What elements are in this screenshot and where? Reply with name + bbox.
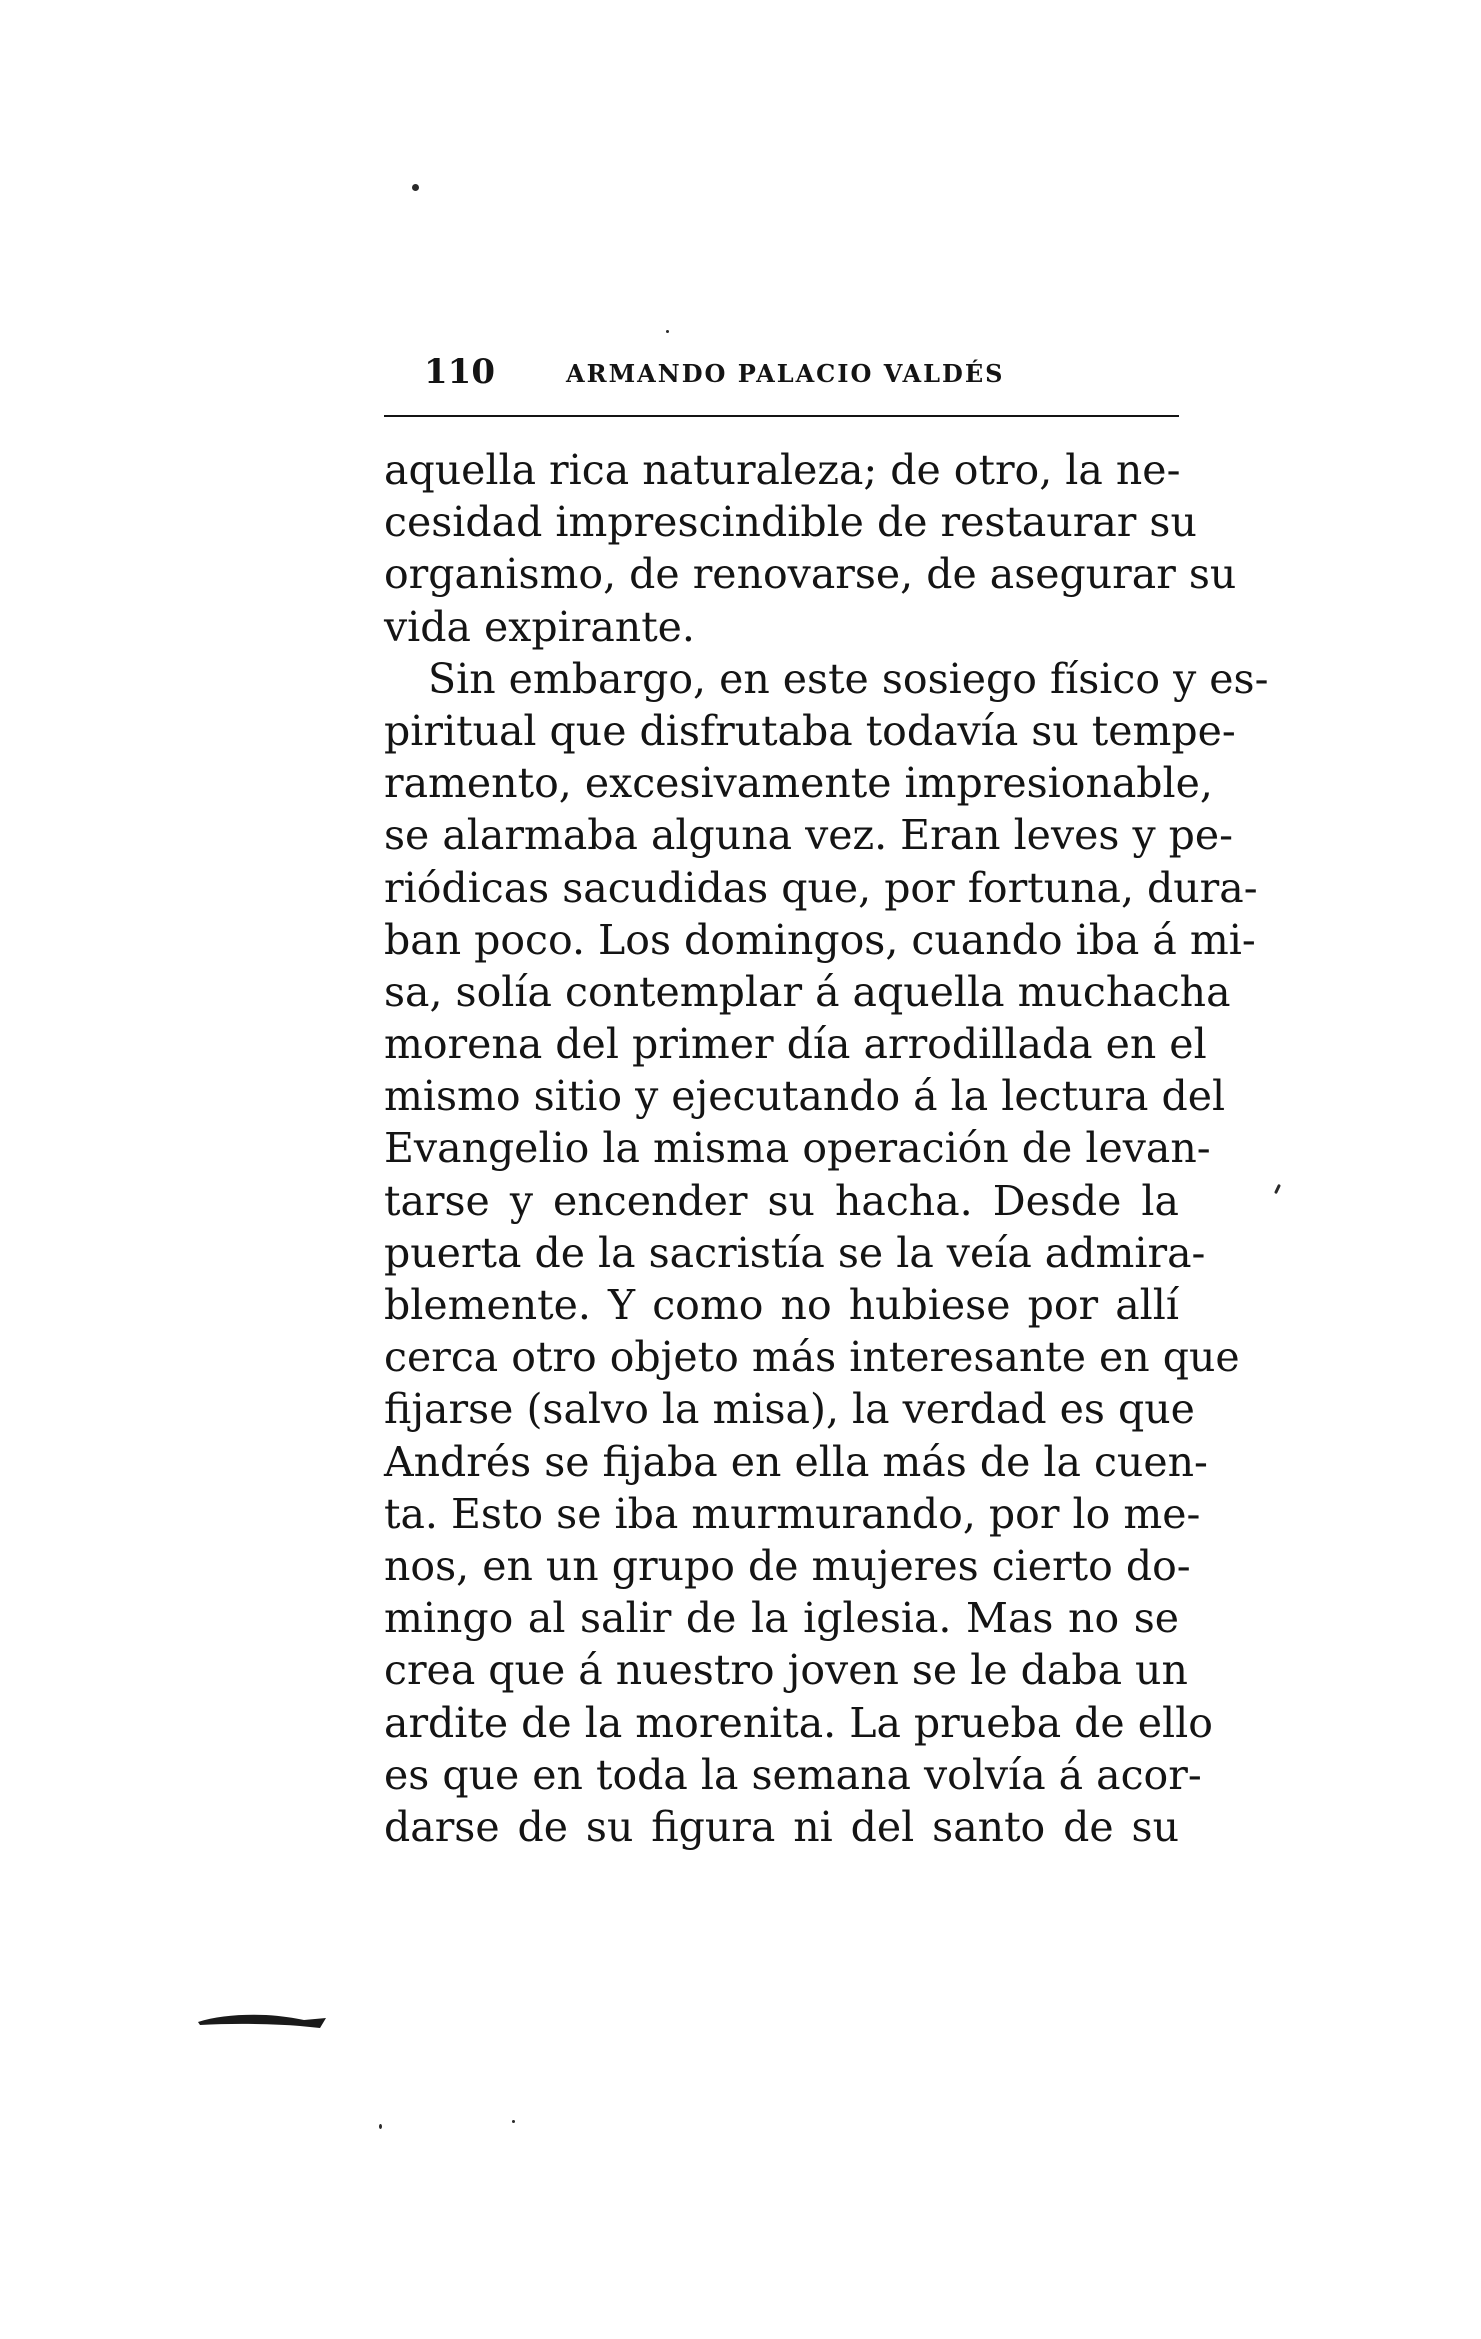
running-title: ARMANDO PALACIO VALDÉS [566,359,1005,388]
ink-smudge [196,2006,328,2032]
text-line: Sin embargo, en este sosiego físico y es- [428,654,1269,703]
text-line: morena del primer día arrodillada en el [384,1020,1207,1069]
text-line: tarse y encender su hacha. Desde la [384,1176,1179,1225]
text-line: ardite de la morenita. La prueba de ello [384,1698,1213,1747]
text-line: nos, en un grupo de mujeres cierto do- [384,1541,1191,1590]
text-line: piritual que disfrutaba todavía su tempe- [384,706,1236,755]
text-line: Evangelio la misma operación de levan- [384,1124,1211,1173]
text-line: ramento, excesivamente impresionable, [384,759,1213,808]
scan-speck [666,330,669,333]
text-line: sa, solía contemplar á aquella muchacha [384,967,1231,1016]
running-head [384,350,1179,394]
text-line: Andrés se fijaba en ella más de la cuen- [384,1437,1208,1486]
page-number: 110 [424,352,495,392]
text-line: mismo sitio y ejecutando á la lectura del [384,1072,1226,1121]
text-line: riódicas sacudidas que, por fortuna, dura- [384,863,1258,912]
text-line: darse de su figura ni del santo de su [384,1802,1179,1851]
scan-speck [412,184,419,191]
text-line: cerca otro objeto más interesante en que [384,1333,1240,1382]
text-line: es que en toda la semana volvía á acor- [384,1750,1202,1799]
text-line: puerta de la sacristía se la veía admira- [384,1228,1206,1277]
text-line: mingo al salir de la iglesia. Mas no se [384,1594,1179,1643]
text-line: ta. Esto se iba murmurando, por lo me- [384,1489,1201,1538]
scan-speck [1274,1184,1281,1194]
body-text [384,444,1269,1853]
scan-speck [512,2120,515,2123]
text-line: vida expirante. [384,602,695,651]
text-line: se alarmaba alguna vez. Eran leves y pe- [384,811,1234,860]
scan-speck [379,2124,382,2129]
text-line: organismo, de renovarse, de asegurar su [384,550,1237,599]
header-rule [384,415,1179,417]
text-line: aquella rica naturaleza; de otro, la ne- [384,446,1181,494]
text-line: ban poco. Los domingos, cuando iba á mi- [384,915,1256,964]
text-line: blemente. Y como no hubiese por allí [384,1281,1179,1329]
text-line: cesidad imprescindible de restaurar su [384,498,1197,547]
text-line: crea que á nuestro joven se le daba un [384,1646,1188,1695]
text-line: fijarse (salvo la misa), la verdad es que [384,1385,1195,1434]
